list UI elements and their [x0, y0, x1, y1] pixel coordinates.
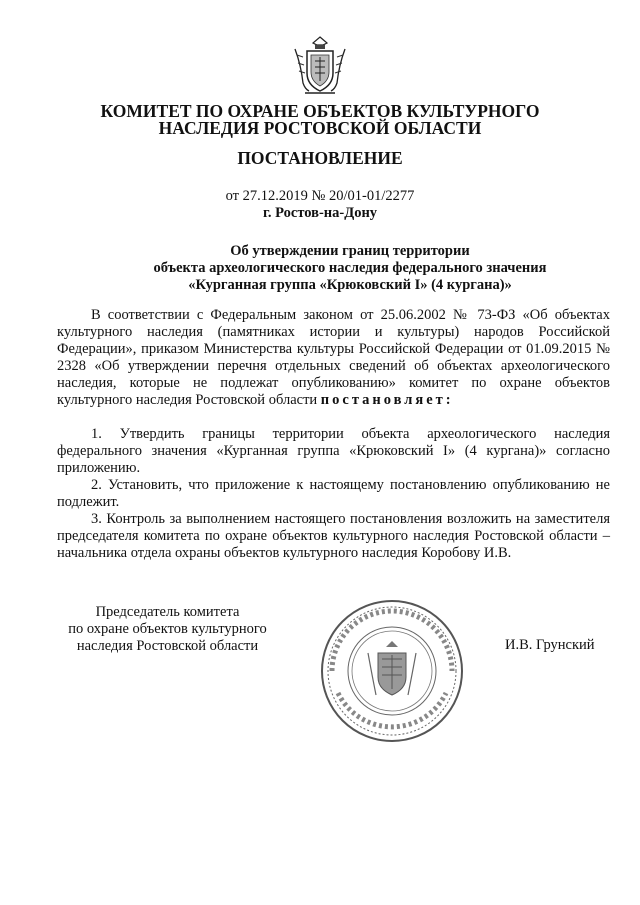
- org-line-2: НАСЛЕДИЯ РОСТОВСКОЙ ОБЛАСТИ: [158, 118, 482, 138]
- preamble-paragraph: [57, 307, 610, 409]
- position-line-2: по охране объектов культурного: [68, 621, 267, 637]
- subject-line-2: объекта археологического наследия федерального значения: [153, 260, 547, 276]
- signatory-name: И.В. Грунский: [505, 637, 595, 653]
- preamble-text: В соответствии с Федеральным законом от 25.06.2002 № 73-ФЗ «Об объектах культурного наследия (памятниках истории и культуры) народов Российской Федерации», приказом Министерства культуры Российской Федерации от 01.09.2015 № 2328 «Об утверждении перечня отдельных сведений об объектах археологического наследия, которые не подлежат опубликованию» комитет по охране объектов культурного наследия Ростовской области: [57, 307, 610, 408]
- coat-of-arms-icon: [291, 35, 349, 97]
- subject-line-1: Об утверждении границ территории: [230, 243, 470, 259]
- item-3: 3. Контроль за выполнением настоящего постановления возложить на заместителя председателя комитета по охране объектов культурного наследия Ростовской области – начальника отдела охраны объектов культурного наследия Коробову И.В.: [57, 511, 610, 561]
- item-2: 2. Установить, что приложение к настоящему постановлению опубликованию не подлежит.: [57, 477, 610, 510]
- city: г. Ростов-на-Дону: [262, 205, 378, 221]
- date-and-number: от 27.12.2019 № 20/01-01/2277: [225, 188, 415, 204]
- document-subject: [110, 243, 590, 294]
- position-line-1: Председатель комитета: [95, 604, 240, 620]
- organization-name: [60, 103, 580, 137]
- document-body: [57, 307, 610, 562]
- subject-line-3: «Курганная группа «Крюковский I» (4 кургана)»: [188, 277, 512, 293]
- decree-word: постановляет:: [320, 392, 454, 408]
- item-1: 1. Утвердить границы территории объекта археологического наследия федерального значения «Курганная группа «Крюковский I» (4 кургана)» согласно приложению.: [57, 426, 610, 476]
- document-type: ПОСТАНОВЛЕНИЕ: [237, 148, 403, 168]
- signatory-position: [60, 604, 275, 655]
- org-line-1: КОМИТЕТ ПО ОХРАНЕ ОБЪЕКТОВ КУЛЬТУРНОГО: [100, 101, 540, 121]
- position-line-3: наследия Ростовской области: [76, 638, 259, 654]
- official-seal-icon: [318, 597, 466, 745]
